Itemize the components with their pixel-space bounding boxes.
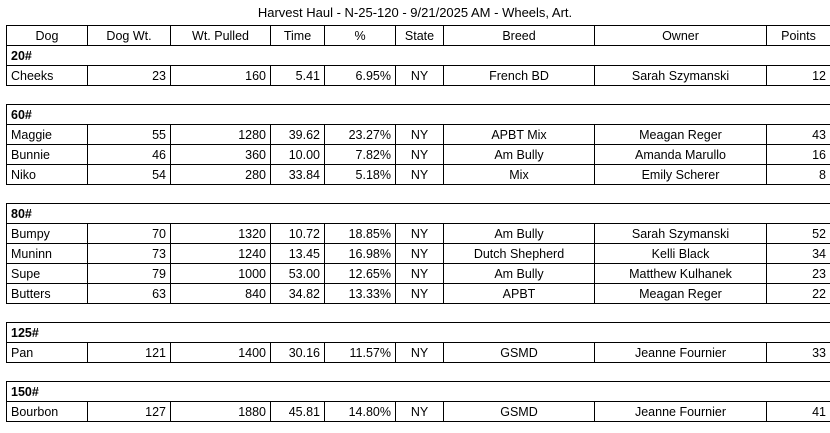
column-header-percent: % bbox=[325, 26, 396, 46]
class-spacer-row bbox=[7, 185, 830, 204]
page-title: Harvest Haul - N-25-120 - 9/21/2025 AM - Wheels, Art. bbox=[257, 5, 573, 20]
dog-name-cell: Bumpy bbox=[7, 224, 88, 244]
percent-cell: 11.57% bbox=[325, 343, 396, 363]
spacer-cell bbox=[7, 363, 830, 382]
spacer-cell bbox=[7, 304, 830, 323]
time-cell: 10.00 bbox=[271, 145, 325, 165]
breed-cell: APBT Mix bbox=[444, 125, 595, 145]
weight-pulled-cell: 1240 bbox=[171, 244, 271, 264]
dog-weight-cell: 63 bbox=[88, 284, 171, 304]
column-header-breed: Breed bbox=[444, 26, 595, 46]
owner-cell: Sarah Szymanski bbox=[595, 224, 767, 244]
class-spacer-row bbox=[7, 363, 830, 382]
points-cell: 8 bbox=[767, 165, 830, 185]
breed-cell: APBT bbox=[444, 284, 595, 304]
time-cell: 34.82 bbox=[271, 284, 325, 304]
table-row bbox=[7, 125, 830, 145]
breed-cell: Am Bully bbox=[444, 224, 595, 244]
table-row bbox=[7, 402, 830, 422]
state-cell: NY bbox=[396, 284, 444, 304]
weight-class-row bbox=[7, 323, 830, 343]
state-cell: NY bbox=[396, 224, 444, 244]
state-cell: NY bbox=[396, 66, 444, 86]
weight-pulled-cell: 1320 bbox=[171, 224, 271, 244]
weight-class-row bbox=[7, 382, 830, 402]
owner-cell: Kelli Black bbox=[595, 244, 767, 264]
weight-pulled-cell: 1000 bbox=[171, 264, 271, 284]
table-row bbox=[7, 244, 830, 264]
weight-pulled-cell: 1280 bbox=[171, 125, 271, 145]
weight-class-row bbox=[7, 46, 830, 66]
dog-weight-cell: 23 bbox=[88, 66, 171, 86]
time-cell: 33.84 bbox=[271, 165, 325, 185]
points-cell: 34 bbox=[767, 244, 830, 264]
dog-weight-cell: 121 bbox=[88, 343, 171, 363]
column-header-owner: Owner bbox=[595, 26, 767, 46]
time-cell: 53.00 bbox=[271, 264, 325, 284]
percent-cell: 18.85% bbox=[325, 224, 396, 244]
breed-cell: GSMD bbox=[444, 343, 595, 363]
column-header-points: Points bbox=[767, 26, 830, 46]
column-header-weight-pulled: Wt. Pulled bbox=[171, 26, 271, 46]
breed-cell: French BD bbox=[444, 66, 595, 86]
breed-cell: Mix bbox=[444, 165, 595, 185]
owner-cell: Jeanne Fournier bbox=[595, 402, 767, 422]
breed-cell: Dutch Shepherd bbox=[444, 244, 595, 264]
weight-pulled-cell: 1400 bbox=[171, 343, 271, 363]
time-cell: 45.81 bbox=[271, 402, 325, 422]
dog-weight-cell: 55 bbox=[88, 125, 171, 145]
table-row bbox=[7, 165, 830, 185]
weight-class-row bbox=[7, 204, 830, 224]
points-cell: 52 bbox=[767, 224, 830, 244]
state-cell: NY bbox=[396, 244, 444, 264]
dog-weight-cell: 46 bbox=[88, 145, 171, 165]
table-row bbox=[7, 145, 830, 165]
owner-cell: Meagan Reger bbox=[595, 125, 767, 145]
dog-name-cell: Bunnie bbox=[7, 145, 88, 165]
points-cell: 16 bbox=[767, 145, 830, 165]
time-cell: 13.45 bbox=[271, 244, 325, 264]
weight-pulled-cell: 360 bbox=[171, 145, 271, 165]
column-header-time: Time bbox=[271, 26, 325, 46]
weight-pulled-cell: 280 bbox=[171, 165, 271, 185]
state-cell: NY bbox=[396, 343, 444, 363]
table-row bbox=[7, 284, 830, 304]
class-spacer-row bbox=[7, 304, 830, 323]
time-cell: 39.62 bbox=[271, 125, 325, 145]
dog-weight-cell: 73 bbox=[88, 244, 171, 264]
dog-name-cell: Pan bbox=[7, 343, 88, 363]
dog-name-cell: Butters bbox=[7, 284, 88, 304]
weight-pulled-cell: 1880 bbox=[171, 402, 271, 422]
dog-weight-cell: 79 bbox=[88, 264, 171, 284]
state-cell: NY bbox=[396, 145, 444, 165]
column-header-dog-weight: Dog Wt. bbox=[88, 26, 171, 46]
state-cell: NY bbox=[396, 125, 444, 145]
state-cell: NY bbox=[396, 402, 444, 422]
dog-name-cell: Cheeks bbox=[7, 66, 88, 86]
percent-cell: 7.82% bbox=[325, 145, 396, 165]
points-cell: 12 bbox=[767, 66, 830, 86]
owner-cell: Matthew Kulhanek bbox=[595, 264, 767, 284]
time-cell: 30.16 bbox=[271, 343, 325, 363]
class-spacer-row bbox=[7, 86, 830, 105]
weight-pulled-cell: 160 bbox=[171, 66, 271, 86]
column-header-state: State bbox=[396, 26, 444, 46]
percent-cell: 13.33% bbox=[325, 284, 396, 304]
owner-cell: Meagan Reger bbox=[595, 284, 767, 304]
table-row bbox=[7, 343, 830, 363]
percent-cell: 14.80% bbox=[325, 402, 396, 422]
points-cell: 41 bbox=[767, 402, 830, 422]
weight-class-label: 150# bbox=[7, 382, 830, 402]
breed-cell: Am Bully bbox=[444, 264, 595, 284]
owner-cell: Amanda Marullo bbox=[595, 145, 767, 165]
weight-class-label: 80# bbox=[7, 204, 830, 224]
percent-cell: 6.95% bbox=[325, 66, 396, 86]
dog-weight-cell: 54 bbox=[88, 165, 171, 185]
dog-weight-cell: 127 bbox=[88, 402, 171, 422]
header-row bbox=[7, 26, 830, 46]
table-row bbox=[7, 224, 830, 244]
points-cell: 23 bbox=[767, 264, 830, 284]
breed-cell: Am Bully bbox=[444, 145, 595, 165]
percent-cell: 23.27% bbox=[325, 125, 396, 145]
percent-cell: 16.98% bbox=[325, 244, 396, 264]
dog-name-cell: Maggie bbox=[7, 125, 88, 145]
table-row bbox=[7, 264, 830, 284]
points-cell: 22 bbox=[767, 284, 830, 304]
percent-cell: 5.18% bbox=[325, 165, 396, 185]
owner-cell: Emily Scherer bbox=[595, 165, 767, 185]
weight-class-row bbox=[7, 105, 830, 125]
points-cell: 43 bbox=[767, 125, 830, 145]
results-table bbox=[6, 25, 830, 422]
table-row bbox=[7, 66, 830, 86]
weight-class-label: 20# bbox=[7, 46, 830, 66]
dog-name-cell: Niko bbox=[7, 165, 88, 185]
points-cell: 33 bbox=[767, 343, 830, 363]
time-cell: 10.72 bbox=[271, 224, 325, 244]
weight-class-label: 60# bbox=[7, 105, 830, 125]
spacer-cell bbox=[7, 86, 830, 105]
dog-name-cell: Bourbon bbox=[7, 402, 88, 422]
weight-pulled-cell: 840 bbox=[171, 284, 271, 304]
dog-name-cell: Muninn bbox=[7, 244, 88, 264]
breed-cell: GSMD bbox=[444, 402, 595, 422]
state-cell: NY bbox=[396, 165, 444, 185]
dog-weight-cell: 70 bbox=[88, 224, 171, 244]
dog-name-cell: Supe bbox=[7, 264, 88, 284]
owner-cell: Sarah Szymanski bbox=[595, 66, 767, 86]
state-cell: NY bbox=[396, 264, 444, 284]
time-cell: 5.41 bbox=[271, 66, 325, 86]
weight-class-label: 125# bbox=[7, 323, 830, 343]
owner-cell: Jeanne Fournier bbox=[595, 343, 767, 363]
percent-cell: 12.65% bbox=[325, 264, 396, 284]
column-header-dog: Dog bbox=[7, 26, 88, 46]
spacer-cell bbox=[7, 185, 830, 204]
